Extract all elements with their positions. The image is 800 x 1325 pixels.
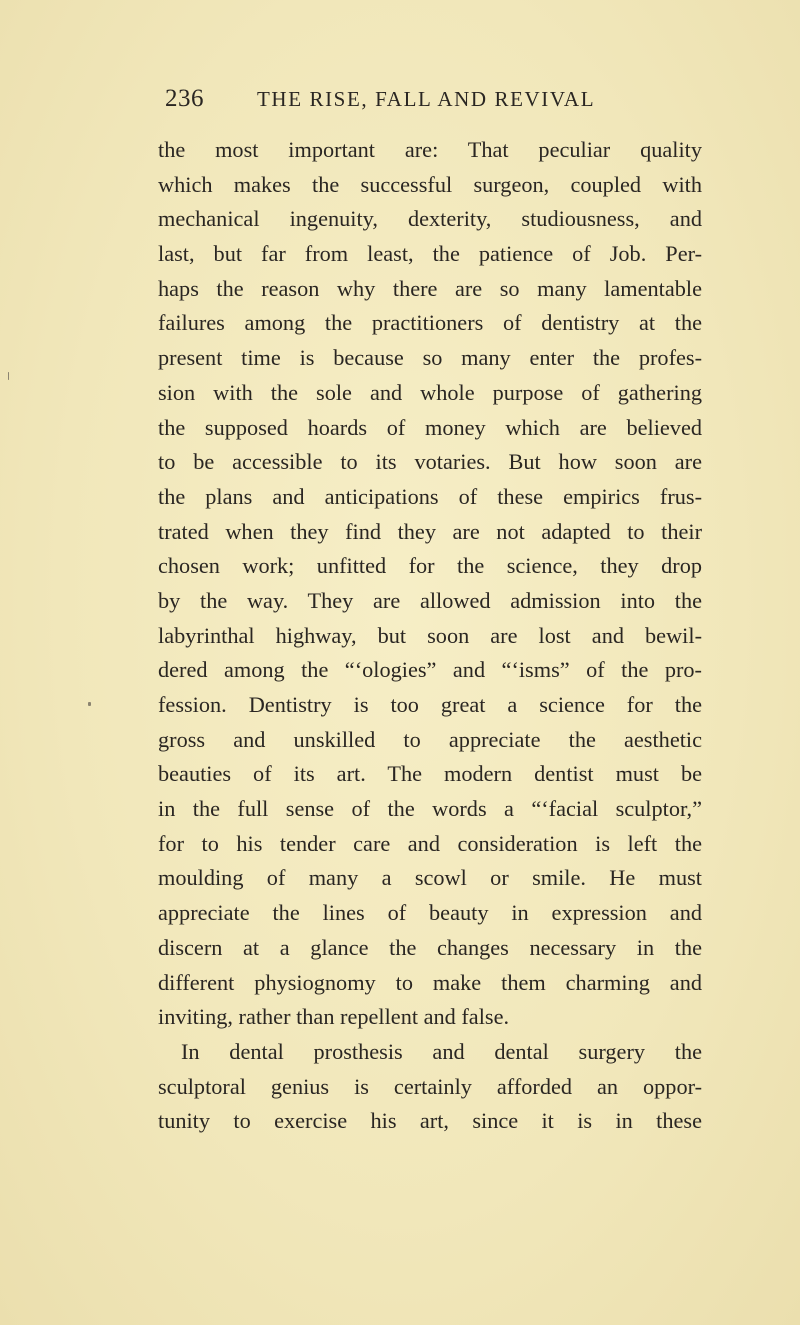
text-line: the supposed hoards of money which are believed [158, 414, 702, 440]
text-line: to be accessible to its votaries. But how soon are [158, 449, 702, 475]
text-line: sion with the sole and whole purpose of gathering [158, 379, 702, 405]
text-line: different physiognomy to make them charming and [158, 969, 702, 995]
text-line: trated when they find they are not adapted to their [158, 518, 702, 544]
text-line: discern at a glance the changes necessary in the [158, 934, 702, 960]
text-line: beauties of its art. The modern dentist must be [158, 761, 702, 787]
text-line: tunity to exercise his art, since it is in these [158, 1108, 702, 1134]
text-line-paragraph-start: In dental prosthesis and dental surgery the [181, 1038, 702, 1064]
text-line: haps the reason why there are so many lamentable [158, 275, 702, 301]
text-line: sculptoral genius is certainly afforded an oppor- [158, 1073, 702, 1099]
text-line: dered among the “‘ologies” and “‘isms” of the pro- [158, 657, 702, 683]
paper-speck [88, 702, 91, 706]
text-line: last, but far from least, the patience of Job. Per- [158, 241, 702, 267]
page-number: 236 [165, 85, 204, 112]
text-line: failures among the practitioners of dentistry at the [158, 310, 702, 336]
text-line: the most important are: That peculiar quality [158, 137, 702, 162]
text-line: chosen work; unfitted for the science, they drop [158, 553, 702, 579]
text-line: labyrinthal highway, but soon are lost and bewil- [158, 622, 702, 648]
text-line: which makes the successful surgeon, coupled with [158, 171, 702, 197]
text-line: mechanical ingenuity, dexterity, studiousness, and [158, 206, 702, 232]
text-line: fession. Dentistry is too great a science for the [158, 692, 702, 717]
running-head [0, 85, 800, 115]
text-line-paragraph-end: inviting, rather than repellent and false. [158, 1004, 510, 1030]
text-line: the plans and anticipations of these empirics frus- [158, 483, 702, 509]
text-line: appreciate the lines of beauty in expression and [158, 900, 702, 926]
text-line: present time is because so many enter the profes- [158, 345, 702, 371]
text-line: moulding of many a scowl or smile. He must [158, 865, 702, 891]
paper-speck [8, 372, 9, 380]
text-line: for to his tender care and consideration is left the [158, 830, 702, 856]
text-line: gross and unskilled to appreciate the aesthetic [158, 726, 702, 752]
body-text [0, 133, 800, 1139]
text-line: in the full sense of the words a “‘facial sculptor,” [158, 796, 702, 822]
running-title: THE RISE, FALL AND REVIVAL [257, 87, 596, 111]
text-line: by the way. They are allowed admission into the [158, 587, 702, 613]
